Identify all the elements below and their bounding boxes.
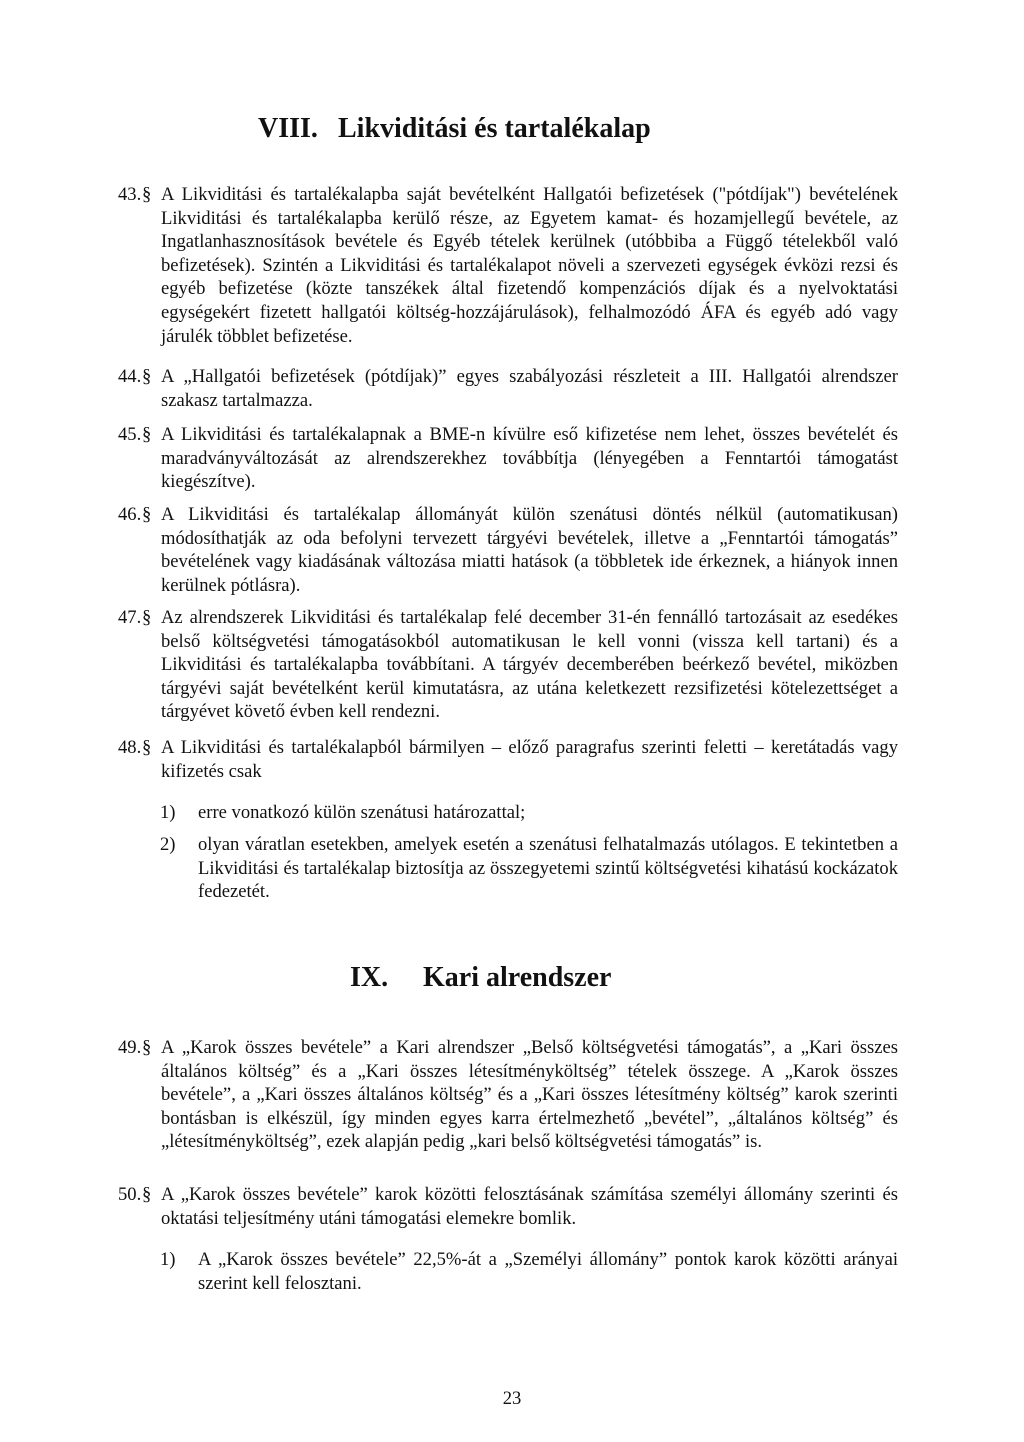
paragraph-48	[118, 736, 898, 783]
list-item-text: olyan váratlan esetekben, amelyek esetén a szenátusi felhatalmazás utólagos. E tekintetben a Likviditási és tartalékalap biztosítja az összegyetemi szintű költségvetési kihatású kockázatok fedezetét.	[198, 834, 898, 903]
section-sign: §	[142, 424, 152, 445]
section-sign: §	[142, 1037, 152, 1058]
paragraph-number: 47.	[118, 607, 142, 628]
section-sign: §	[142, 366, 152, 387]
list-item-50-1	[160, 1248, 898, 1295]
page-number: 23	[502, 1388, 522, 1409]
section-number: IX.	[350, 962, 389, 993]
list-item-number: 1)	[160, 802, 176, 823]
paragraph-44	[118, 365, 898, 412]
section-title: Kari alrendszer	[423, 962, 612, 993]
paragraph-number: 46.	[118, 504, 142, 525]
paragraph-45	[118, 423, 898, 494]
paragraph-number: 45.	[118, 424, 142, 445]
list-item-number: 2)	[160, 834, 176, 855]
paragraph-49	[118, 1036, 898, 1154]
section-sign: §	[142, 607, 152, 628]
section-sign: §	[142, 504, 152, 525]
paragraph-number: 48.	[118, 737, 142, 758]
list-item-48-1	[160, 801, 898, 825]
list-item-48-2	[160, 833, 898, 904]
paragraph-number: 50.	[118, 1184, 142, 1205]
list-item-text: A „Karok összes bevétele” 22,5%-át a „Személyi állomány” pontok karok közötti arányai szerint kell felosztani.	[198, 1249, 898, 1294]
paragraph-text: A Likviditási és tartalékalapba saját bevételként Hallgatói befizetések ("pótdíjak") bevételének Likviditási és tartalékalapba kerülő része, az Egyetem kamat- és hozamjellegű bevétele, az Ingatlanhasznosítások bevétele és Egyéb tételek kerülnek (utóbbiba a Függő tételekből való befizetések). Szintén a Likviditási és tartalékalapot növeli a szervezeti egységek évközi rezsi és egyéb befizetése (közte tanszékek által fizetendő kompenzációs díjak és a nyelvoktatási egységekért fizetett hallgatói költség-hozzájárulások), felhalmozódó ÁFA és egyéb adó vagy járulék többlet befizetése.	[161, 184, 898, 347]
list-item-text: erre vonatkozó külön szenátusi határozattal;	[198, 802, 526, 823]
section-sign: §	[142, 184, 152, 205]
paragraph-46	[118, 503, 898, 597]
paragraph-text: A Likviditási és tartalékalapból bármilyen – előző paragrafus szerinti feletti – keretátadás vagy kifizetés csak	[161, 737, 898, 782]
paragraph-43	[118, 183, 898, 348]
paragraph-number: 43.	[118, 184, 142, 205]
paragraph-number: 44.	[118, 366, 142, 387]
paragraph-number: 49.	[118, 1037, 142, 1058]
paragraph-text: A Likviditási és tartalékalapnak a BME-n kívülre eső kifizetése nem lehet, összes bevételét és maradványváltozását az alrendszerekhez továbbítja (lényegében a Fenntartói támogatást kiegészítve).	[161, 424, 898, 493]
list-item-number: 1)	[160, 1249, 176, 1270]
section-title: Likviditási és tartalékalap	[338, 113, 651, 144]
paragraph-text: A „Karok összes bevétele” karok közötti felosztásának számítása személyi állomány szerinti és oktatási teljesítmény utáni támogatási elemekre bomlik.	[161, 1184, 898, 1229]
paragraph-text: Az alrendszerek Likviditási és tartalékalap felé december 31-én fennálló tartozásait az esedékes belső költségvetési támogatásokból automatikusan le kell vonni (vissza kell tartani) és a Likviditási és tartalékalapba továbbítani. A tárgyév decemberében beérkező bevétel, miközben tárgyévi saját bevételként kerül kimutatásra, az utána keletkezett rezsifizetési kötelezettséget a tárgyévet követő évben kell rendezni.	[161, 607, 898, 723]
paragraph-47	[118, 606, 898, 724]
paragraph-text: A Likviditási és tartalékalap állományát külön szenátusi döntés nélkül (automatikusan) módosíthatják az oda befolyni tervezett tárgyévi bevételek, illetve a „Fenntartói támogatás” bevételének vagy kiadásának változása miatti hatások (a többletek ide érkeznek, a hiányok innen kerülnek pótlásra).	[161, 504, 898, 596]
paragraph-50	[118, 1183, 898, 1230]
paragraph-text: A „Karok összes bevétele” a Kari alrendszer „Belső költségvetési támogatás”, a „Kari összes általános költség” és a „Kari összes létesítményköltség” tételek összege. A „Karok összes bevétele”, a „Kari összes általános költség” és a „Kari összes létesítmény költség” karok szerinti bontásban is elkészül, így minden egyes karra értelmezhető „bevétel”, „általános költség” és „létesítményköltség”, ezek alapján pedig „kari belső költségvetési támogatás” is.	[161, 1037, 898, 1153]
paragraph-text: A „Hallgatói befizetések (pótdíjak)” egyes szabályozási részleteit a III. Hallgatói alrendszer szakasz tartalmazza.	[161, 366, 898, 411]
section-sign: §	[142, 737, 152, 758]
section-number: VIII.	[258, 113, 318, 144]
section-sign: §	[142, 1184, 152, 1205]
